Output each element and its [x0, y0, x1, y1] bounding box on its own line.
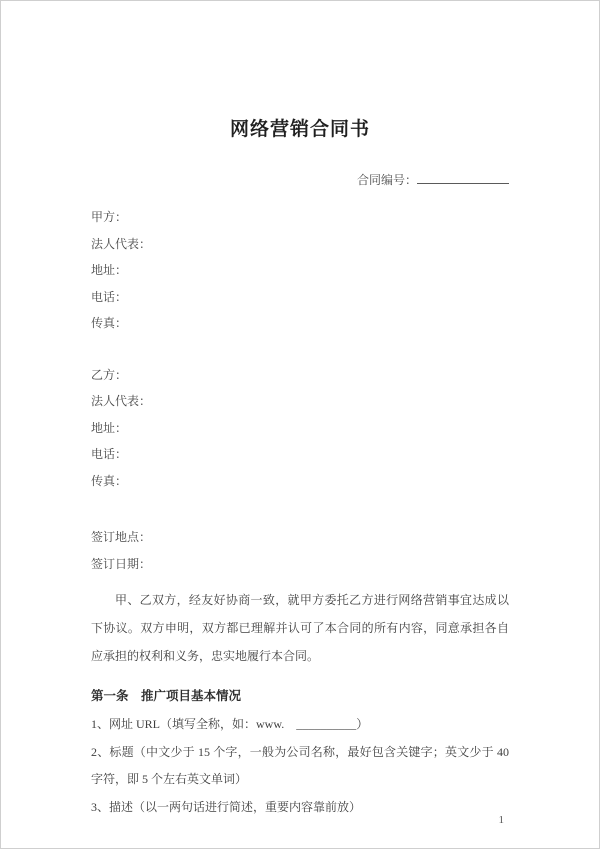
party-b-fax-label: 传真： [91, 473, 128, 488]
page-number: 1 [498, 814, 504, 826]
section-1-items [91, 711, 509, 821]
party-b-label: 乙方： [91, 367, 128, 382]
item-url: 1、网址 URL（填写全称，如：www. __________） [91, 717, 369, 731]
contract-number-row [91, 171, 509, 188]
item-title: 2、标题（中文少于 15 个字，一般为公司名称，最好包含关键字；英文少于 40 字符，即 5 个左右英文单词） [91, 744, 509, 786]
party-b-address-label: 地址： [91, 420, 128, 435]
party-b-phone-label: 电话： [91, 447, 128, 461]
party-b-section [91, 362, 509, 495]
party-a-address-label: 地址： [91, 263, 128, 277]
signing-place-label: 签订地点： [91, 530, 152, 544]
intro-paragraph: 甲、乙双方，经友好协商一致，就甲方委托乙方进行网络营销事宜达成以下协议。双方申明，双方都已理解并认可了本合同的所有内容，同意承担各自应承担的权利和义务，忠实地履行本合同。 [91, 593, 509, 663]
contract-number-label: 合同编号： [356, 173, 417, 187]
contract-number-blank [417, 171, 509, 184]
signing-section [91, 524, 509, 577]
party-a-legal-rep-label: 法人代表： [91, 236, 152, 251]
party-a-label: 甲方： [91, 210, 128, 224]
party-a-fax-label: 传真： [91, 316, 128, 330]
signing-date-label: 签订日期： [91, 556, 152, 571]
party-a-section [91, 204, 509, 337]
party-a-phone-label: 电话： [91, 289, 128, 304]
item-description: 3、描述（以一两句话进行简述，重要内容靠前放） [91, 799, 362, 814]
section-1-heading: 第一条 推广项目基本情况 [91, 689, 242, 703]
document-title: 网络营销合同书 [229, 119, 370, 140]
party-b-legal-rep-label: 法人代表： [91, 394, 152, 408]
